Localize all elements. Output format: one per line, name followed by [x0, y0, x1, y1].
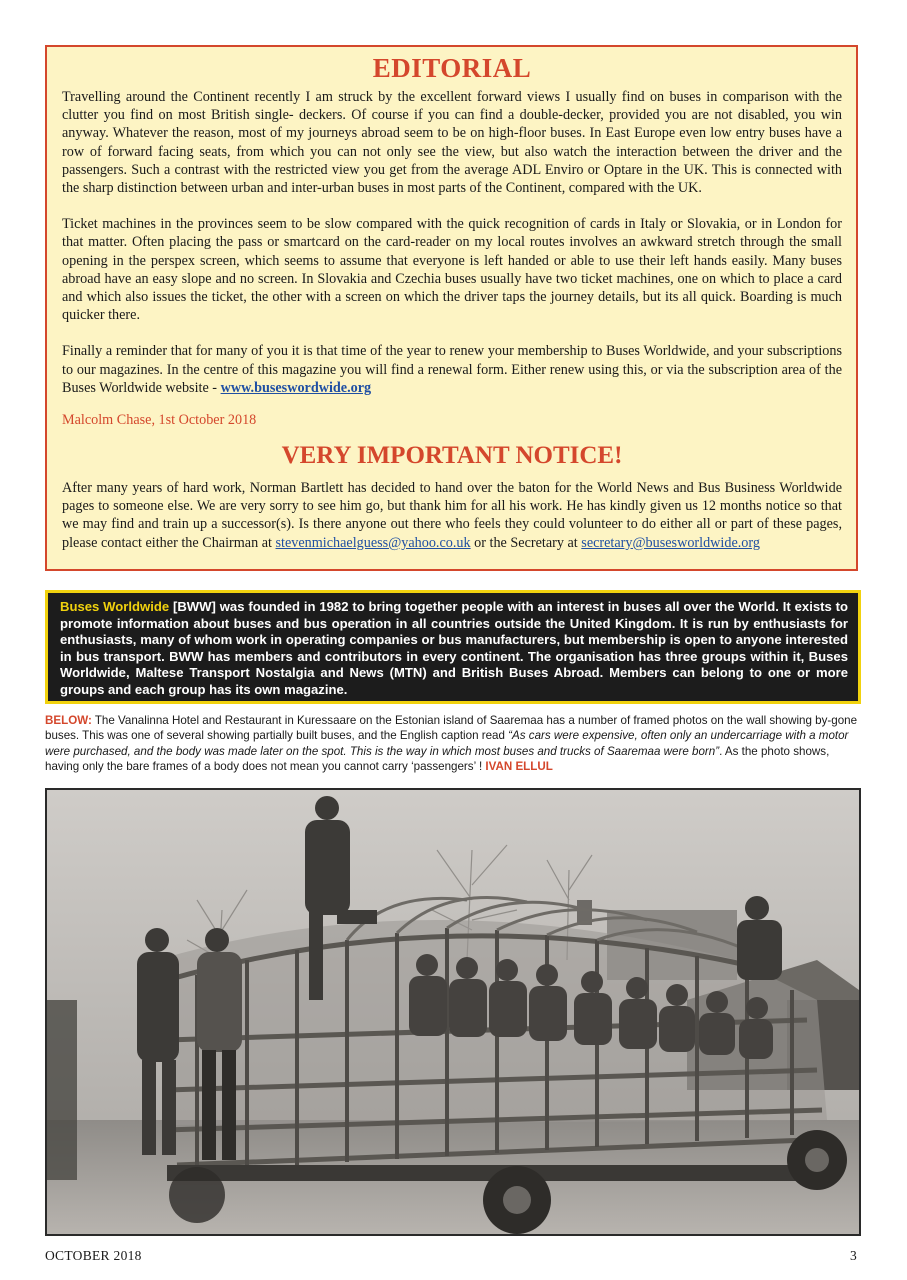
page-number: 3	[850, 1248, 857, 1263]
historic-bus-photo	[45, 788, 861, 1236]
about-bww-box	[45, 590, 861, 704]
notice-text: After many years of hard work, Norman Bartlett has decided to hand over the baton for the World News and Bus Business Worldwide pages to someone else. We are very sorry to see him go, but thank him for all his work. He has kindly given us 12 months notice so that we may find and train up a successor(s). Is there anyone out there who feels they could volunteer to do either all or part of these pages, please contact either the Chairman at	[62, 480, 842, 551]
caption-quote: “As cars were expensive, often only an undercarriage with a motor were purchased, and the body was made later on the spot. This is the way in which most buses and trucks of Saaremaa were born”	[45, 729, 849, 758]
editorial-signature: Malcolm Chase, 1st October 2018	[62, 412, 257, 429]
bus-frame-photo-illustration	[47, 790, 859, 1234]
chairman-email-link[interactable]: stevenmichaelguess@yahoo.co.uk	[275, 534, 471, 551]
caption-label: BELOW:	[45, 714, 92, 727]
secretary-email-link[interactable]: secretary@busesworldwide.org	[581, 534, 760, 551]
footer-date: OCTOBER 2018	[45, 1248, 142, 1263]
about-bww-name: Buses Worldwide	[60, 599, 170, 614]
editorial-box	[45, 45, 858, 571]
website-link[interactable]: www.buseswordwide.org	[220, 379, 372, 396]
caption-credit: IVAN ELLUL	[485, 759, 553, 773]
notice-title: VERY IMPORTANT NOTICE!	[281, 442, 623, 470]
photo-caption	[45, 713, 863, 774]
caption-text-after: . As the photo shows, having only the bare frames of a body does not mean you cannot carry ‘passengers’ !	[45, 744, 830, 773]
notice-paragraph	[62, 479, 842, 552]
notice-text-middle: or the Secretary at	[470, 534, 582, 551]
editorial-paragraph-3	[62, 342, 842, 397]
editorial-paragraph-1: Travelling around the Continent recently I am struck by the excellent forward views I usually find on buses in comparison with the clutter you find on most British single- deckers. Of course if you can find a double-decker, provided you are not disabled, you win anyway. Whatever the reason, most of my journeys abroad seem to be on high-floor buses. In East Europe even low entry buses have a row of forward facing seats, from which you can not only see the view, but also watch the interaction between the driver and the passengers. Such a contrast with the restricted view you get from the average ADL Enviro or Optare in the UK. This is connected with the sharp distinction between urban and inter-urban buses in most parts of the Continent, compared with the UK.	[62, 89, 842, 197]
editorial-paragraph-2: Ticket machines in the provinces seem to be slow compared with the quick recognition of cards in Italy or Slovakia, or in London for that matter. Often placing the pass or smartcard on the card-reader on my local routes involves an awkward stretch through the small opening in the perspex screen, which seems to assume that everyone is left handed or able to use their left hands easily. Many buses abroad have an easy slope and no screen. In Slovakia and Czechia buses usually have two ticket machines, one on which to place a card and which also issues the ticket, the other with a screen on which the driver taps the journey details, but its all quick. Boarding is much quicker there.	[62, 216, 842, 324]
about-bww-text: [BWW] was founded in 1982 to bring together people with an interest in buses all over the World. It exists to promote information about buses and bus operation in all countries outside the United Kingdom. It is run by enthusiasts for enthusiasts, many of whom work in operating companies or bus manufacturers, but membership is open to anyone interested in bus transport. BWW has members and contributors in every continent. The organisation has three groups within it, Buses Worldwide, Maltese Transport Nostalgia and News (MTN) and British Buses Abroad. Members can belong to one or more groups and each group has its own magazine.	[60, 599, 848, 697]
caption-text: The Vanalinna Hotel and Restaurant in Kuressaare on the Estonian island of Saaremaa has a number of framed photos on the wall showing by-gone buses. This was one of several showing partially built buses, and the English caption read	[45, 714, 858, 743]
editorial-title: EDITORIAL	[372, 53, 532, 83]
reminder-text: Finally a reminder that for many of you it is that time of the year to renew your membership to Buses Worldwide, and your subscriptions to our magazines. In the centre of this magazine you will find a renewal form. Either renew using this, or via the subscription area of the Buses Worldwide website -	[62, 343, 842, 396]
